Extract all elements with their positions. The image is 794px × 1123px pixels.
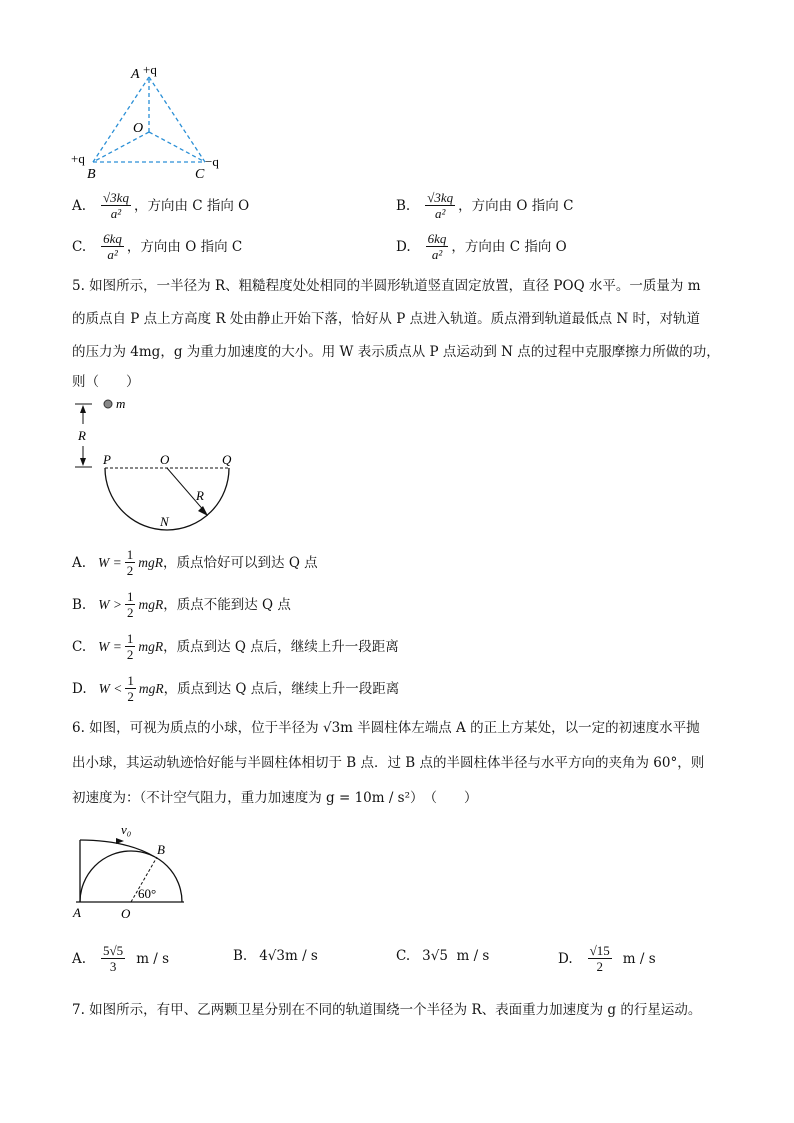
edge-OC [149,132,205,162]
lhs: W = [98,554,122,570]
option-text: ，质点到达 Q 点后，继续上升一段距离 [163,680,400,697]
lhs: W > [98,596,122,612]
q6-stem-line2: 出小球，其运动轨迹恰好能与半圆柱体相切于 B 点．过 B 点的半圆柱体半径与水平方向的夹角为 60°，则 [72,755,705,771]
label-B: B [87,167,96,182]
charge-A: +q [143,62,157,77]
option-label: C. [72,238,87,255]
q6-option-A[interactable] [72,943,169,974]
q5-stem-line2: 的质点自 P 点上方高度 R 处由静止开始下落，恰好从 P 点进入轨道。质点滑到轨道最低点 N 时，对轨道 [72,311,700,327]
q5-option-B[interactable] [72,589,291,620]
label-C: C [195,167,205,182]
q4-option-D[interactable] [396,231,567,262]
q4-option-C[interactable] [72,231,242,262]
label-height-R: R [78,428,86,443]
option-label: A. [72,197,87,214]
option-label: D. [396,238,411,255]
q5-option-A[interactable] [72,547,318,578]
option-label: A. [72,950,87,967]
lhs: W < [98,680,123,696]
edge-AB [93,77,149,162]
label-m: m [116,396,126,411]
fraction: $\frac{1}{2}$ [126,547,134,578]
lhs: W = [98,638,122,654]
q6-halfcylinder-figure [66,820,190,922]
label-A: A [73,905,81,920]
edge-OB [93,132,149,162]
label-angle: 60° [138,886,157,901]
unit: m / s [622,950,656,967]
option-text: ，质点恰好可以到达 Q 点 [163,554,318,571]
q6-stem-line1: 6. 如图，可视为质点的小球，位于半径为 √3m 半圆柱体左端点 A 的正上方某处，以一定的初速度水平抛 [72,720,700,736]
q5-semicircle-figure [70,394,240,532]
option-value: 3√5 m / s [422,948,490,964]
charge-B: +q [71,151,85,166]
label-radius-R: R [196,488,204,503]
q6-option-D[interactable] [558,943,656,974]
option-text: ，方向由 C 指向 O [451,238,567,255]
fraction: $\frac{√3kq}{\text{a²}}$ [103,190,129,221]
label-O: O [121,906,131,921]
option-label: A. [72,554,87,571]
label-Q: Q [222,452,232,467]
label-v0: v₀ [121,822,132,837]
label-O: O [133,121,144,136]
option-text: ，质点到达 Q 点后，继续上升一段距离 [163,638,399,655]
q5-stem-line3: 的压力为 4mg，g 为重力加速度的大小。用 W 表示质点从 P 点运动到 N 点的过程中克服摩擦力所做的功， [72,344,720,360]
q5-option-C[interactable] [72,631,399,662]
q6-option-C[interactable] [396,946,489,966]
q6-option-B[interactable] [233,946,318,966]
rhs: mgR [138,680,164,696]
option-label: D. [72,680,87,697]
fraction: $\frac{1}{2}$ [126,589,134,620]
rhs: mgR [138,596,164,612]
option-label: B. [72,596,87,613]
option-label: D. [558,950,573,967]
q5-stem-line4: 则（ ） [72,374,140,390]
charge-C: −q [205,154,219,169]
option-text: ，质点不能到达 Q 点 [163,596,291,613]
label-A: A [131,67,140,82]
edge-AC [149,77,205,162]
q5-option-D[interactable] [72,673,399,704]
option-text: ，方向由 O 指向 C [126,238,243,255]
q7-stem-line1: 7. 如图所示，有甲、乙两颗卫星分别在不同的轨道围绕一个半径为 R、表面重力加速度为 g 的行星运动。 [72,1002,702,1018]
option-label: C. [396,948,411,964]
rhs: mgR [138,554,164,570]
rhs: mgR [138,638,164,654]
fraction: $\frac{6kq}{\text{a²}}$ [427,231,447,262]
option-text: ，方向由 C 指向 O [133,197,250,214]
q4-triangle-figure [65,60,235,185]
option-value: 4√3m / s [259,948,318,964]
fraction: $\frac{√3kq}{\text{a²}}$ [427,190,454,221]
fraction: $\frac{1}{2}$ [126,631,134,662]
fraction: $\frac{6kq}{\text{a²}}$ [103,231,122,262]
half-cylinder [80,851,182,902]
label-N: N [160,514,169,529]
option-label: B. [233,948,248,964]
option-text: ，方向由 O 指向 C [458,197,574,214]
q4-option-A[interactable] [72,190,249,221]
q5-stem-line1: 5. 如图所示，一半径为 R、粗糙程度处处相同的半圆形轨道竖直固定放置，直径 POQ 水平。一质量为 m [72,278,701,294]
label-O: O [160,452,170,467]
q4-option-B[interactable] [396,190,573,221]
fraction: $\frac{√15}{2}$ [589,943,610,974]
option-label: B. [396,197,411,214]
unit: m / s [136,950,170,967]
fraction: $\frac{1}{2}$ [127,673,134,704]
mass-ball [104,400,112,408]
fraction: $\frac{5√5}{3}$ [103,943,124,974]
option-label: C. [72,638,87,655]
label-P: P [103,452,111,467]
q6-stem-line3: 初速度为：（不计空气阻力，重力加速度为 g = 10m / s²） （ ） [72,790,478,806]
label-B: B [157,842,165,857]
